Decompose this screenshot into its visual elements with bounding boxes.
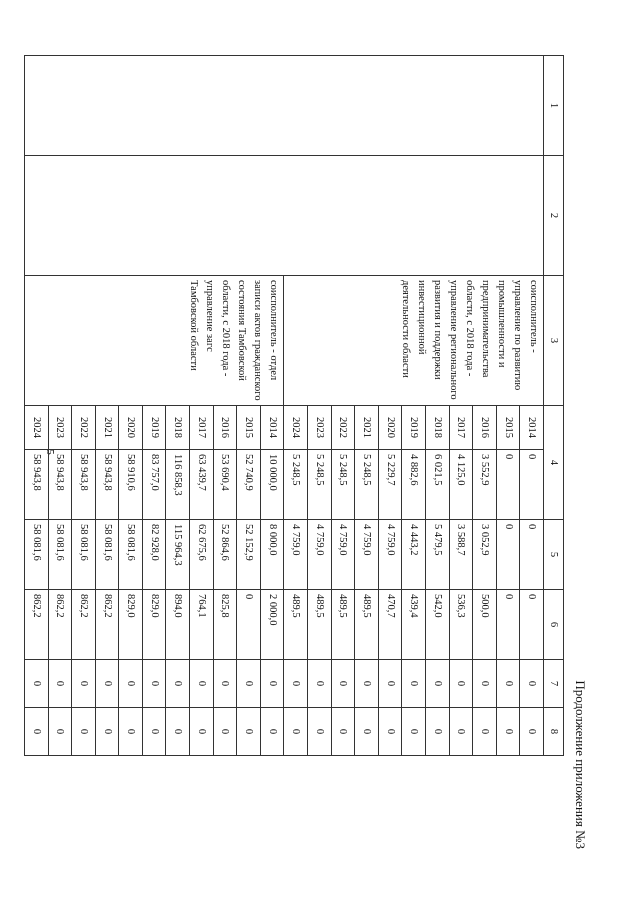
value-cell: 0 <box>166 708 190 756</box>
value-cell: 0 <box>284 660 308 708</box>
value-cell: 5 229,7 <box>378 450 402 520</box>
value-cell: 63 439,7 <box>190 450 214 520</box>
value-cell: 0 <box>142 660 166 708</box>
header-row <box>544 56 564 756</box>
value-cell: 0 <box>72 708 96 756</box>
column-header: 2 <box>544 156 564 276</box>
column-header: 1 <box>544 56 564 156</box>
value-cell: 829,0 <box>119 590 143 660</box>
value-cell: 0 <box>378 660 402 708</box>
executor-description-cell <box>284 276 544 406</box>
year-cell: 2015 <box>237 406 261 450</box>
value-cell: 0 <box>402 660 426 708</box>
value-cell: 0 <box>496 660 520 708</box>
value-cell: 825,8 <box>213 590 237 660</box>
value-cell: 58 943,8 <box>95 450 119 520</box>
value-cell: 4 759,0 <box>331 520 355 590</box>
executor-description-cell <box>24 276 284 406</box>
value-cell: 3 588,7 <box>449 520 473 590</box>
column-header: 5 <box>544 520 564 590</box>
value-cell: 862,2 <box>24 590 48 660</box>
value-cell: 829,0 <box>142 590 166 660</box>
value-cell: 0 <box>72 660 96 708</box>
value-cell: 0 <box>473 660 497 708</box>
value-cell: 5 479,5 <box>426 520 450 590</box>
year-cell: 2023 <box>308 406 332 450</box>
value-cell: 862,2 <box>95 590 119 660</box>
value-cell: 53 690,4 <box>213 450 237 520</box>
value-cell: 542,0 <box>426 590 450 660</box>
value-cell: 0 <box>378 708 402 756</box>
value-cell: 0 <box>213 708 237 756</box>
value-cell: 58 910,6 <box>119 450 143 520</box>
value-cell: 52 864,6 <box>213 520 237 590</box>
empty-cell-col1 <box>24 56 543 156</box>
year-cell: 2015 <box>496 406 520 450</box>
value-cell: 58 081,6 <box>119 520 143 590</box>
value-cell: 0 <box>24 660 48 708</box>
value-cell: 0 <box>473 708 497 756</box>
value-cell: 0 <box>496 450 520 520</box>
table-body <box>24 56 563 756</box>
empty-cell-col2 <box>24 156 543 276</box>
year-cell: 2016 <box>213 406 237 450</box>
value-cell: 0 <box>260 708 284 756</box>
value-cell: 0 <box>520 590 544 660</box>
value-cell: 0 <box>190 660 214 708</box>
value-cell: 5 248,5 <box>355 450 379 520</box>
year-cell: 2022 <box>331 406 355 450</box>
year-cell: 2017 <box>190 406 214 450</box>
value-cell: 0 <box>95 660 119 708</box>
value-cell: 6 021,5 <box>426 450 450 520</box>
value-cell: 0 <box>331 660 355 708</box>
year-cell: 2019 <box>142 406 166 450</box>
value-cell: 0 <box>237 660 261 708</box>
value-cell: 0 <box>426 708 450 756</box>
value-cell: 0 <box>237 590 261 660</box>
value-cell: 58 081,6 <box>24 520 48 590</box>
value-cell: 0 <box>331 708 355 756</box>
value-cell: 3 552,9 <box>473 450 497 520</box>
value-cell: 0 <box>308 660 332 708</box>
value-cell: 0 <box>426 660 450 708</box>
value-cell: 0 <box>402 708 426 756</box>
value-cell: 0 <box>496 708 520 756</box>
value-cell: 58 081,6 <box>95 520 119 590</box>
value-cell: 5 248,5 <box>331 450 355 520</box>
year-cell: 2020 <box>378 406 402 450</box>
year-cell: 2018 <box>166 406 190 450</box>
value-cell: 764,1 <box>190 590 214 660</box>
value-cell: 0 <box>520 520 544 590</box>
executor-description: соисполнитель - отдел записи актов гражданского состояния Тамбовской области, с 2018 года - управление загс Тамбовской области <box>188 280 280 401</box>
year-cell: 2018 <box>426 406 450 450</box>
value-cell: 0 <box>119 660 143 708</box>
column-header: 4 <box>544 406 564 520</box>
budget-table <box>24 55 564 756</box>
value-cell: 58 943,8 <box>48 450 72 520</box>
value-cell: 862,2 <box>72 590 96 660</box>
value-cell: 58 943,8 <box>24 450 48 520</box>
appendix-title: Продолжение приложения №3 <box>573 680 588 849</box>
value-cell: 0 <box>284 708 308 756</box>
value-cell: 4 882,6 <box>402 450 426 520</box>
year-cell: 2014 <box>260 406 284 450</box>
value-cell: 5 248,5 <box>284 450 308 520</box>
value-cell: 4 759,0 <box>378 520 402 590</box>
value-cell: 4 759,0 <box>284 520 308 590</box>
value-cell: 536,3 <box>449 590 473 660</box>
value-cell: 0 <box>449 660 473 708</box>
value-cell: 0 <box>213 660 237 708</box>
value-cell: 83 757,0 <box>142 450 166 520</box>
value-cell: 0 <box>520 708 544 756</box>
value-cell: 894,0 <box>166 590 190 660</box>
year-cell: 2016 <box>473 406 497 450</box>
year-cell: 2024 <box>284 406 308 450</box>
value-cell: 4 443,2 <box>402 520 426 590</box>
column-header: 6 <box>544 590 564 660</box>
column-header: 3 <box>544 276 564 406</box>
value-cell: 0 <box>355 708 379 756</box>
landscape-page <box>30 55 590 855</box>
year-cell: 2021 <box>355 406 379 450</box>
value-cell: 0 <box>260 660 284 708</box>
column-header: 7 <box>544 660 564 708</box>
value-cell: 0 <box>520 450 544 520</box>
year-cell: 2024 <box>24 406 48 450</box>
value-cell: 52 152,9 <box>237 520 261 590</box>
value-cell: 489,5 <box>331 590 355 660</box>
value-cell: 0 <box>496 590 520 660</box>
value-cell: 58 081,6 <box>48 520 72 590</box>
value-cell: 4 759,0 <box>308 520 332 590</box>
value-cell: 0 <box>48 708 72 756</box>
value-cell: 0 <box>119 708 143 756</box>
value-cell: 4 125,0 <box>449 450 473 520</box>
value-cell: 0 <box>237 708 261 756</box>
year-cell: 2022 <box>72 406 96 450</box>
document-sheet <box>30 55 590 855</box>
value-cell: 470,7 <box>378 590 402 660</box>
value-cell: 0 <box>24 708 48 756</box>
value-cell: 0 <box>95 708 119 756</box>
value-cell: 0 <box>308 708 332 756</box>
value-cell: 0 <box>142 708 166 756</box>
value-cell: 3 052,9 <box>473 520 497 590</box>
value-cell: 10 000,0 <box>260 450 284 520</box>
value-cell: 4 759,0 <box>355 520 379 590</box>
value-cell: 82 928,0 <box>142 520 166 590</box>
value-cell: 439,4 <box>402 590 426 660</box>
value-cell: 0 <box>48 660 72 708</box>
value-cell: 58 081,6 <box>72 520 96 590</box>
year-cell: 2020 <box>119 406 143 450</box>
year-cell: 2014 <box>520 406 544 450</box>
value-cell: 8 000,0 <box>260 520 284 590</box>
value-cell: 0 <box>166 660 190 708</box>
value-cell: 62 675,6 <box>190 520 214 590</box>
value-cell: 0 <box>520 660 544 708</box>
value-cell: 0 <box>496 520 520 590</box>
value-cell: 500,0 <box>473 590 497 660</box>
value-cell: 489,5 <box>284 590 308 660</box>
value-cell: 116 858,3 <box>166 450 190 520</box>
year-cell: 2021 <box>95 406 119 450</box>
value-cell: 58 943,8 <box>72 450 96 520</box>
column-header: 8 <box>544 708 564 756</box>
value-cell: 0 <box>449 708 473 756</box>
value-cell: 115 964,3 <box>166 520 190 590</box>
page-number: 5 <box>44 449 56 455</box>
value-cell: 0 <box>355 660 379 708</box>
value-cell: 0 <box>190 708 214 756</box>
value-cell: 2 000,0 <box>260 590 284 660</box>
year-cell: 2019 <box>402 406 426 450</box>
year-cell: 2023 <box>48 406 72 450</box>
value-cell: 52 740,9 <box>237 450 261 520</box>
executor-description: соисполнитель - управление по развитию промышленности и предпринимательства области, с 2018 года - управление регионального развития и поддержки инвестиционной деятельности области <box>400 280 539 400</box>
value-cell: 489,5 <box>308 590 332 660</box>
value-cell: 862,2 <box>48 590 72 660</box>
year-cell: 2017 <box>449 406 473 450</box>
value-cell: 5 248,5 <box>308 450 332 520</box>
table-row <box>520 56 544 756</box>
value-cell: 489,5 <box>355 590 379 660</box>
